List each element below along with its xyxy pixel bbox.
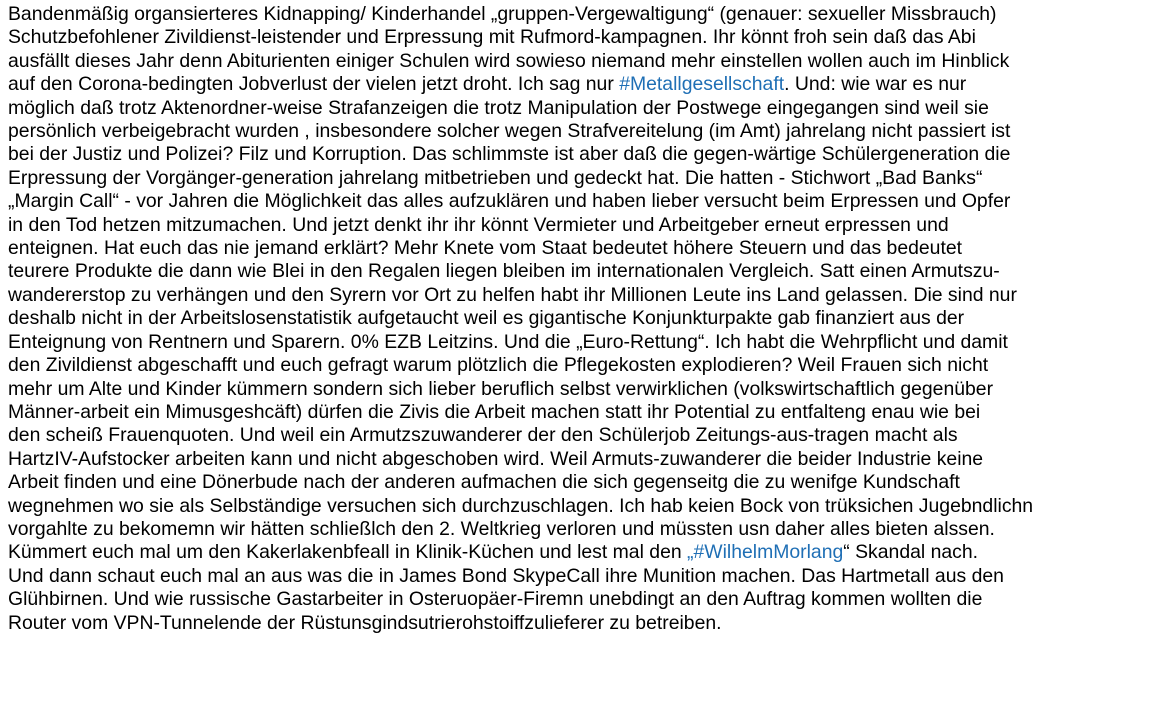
text-line	[8, 495, 1152, 518]
text-segment: “ Skandal nach.	[843, 541, 979, 564]
text-line	[8, 167, 1152, 190]
text-line	[8, 26, 1152, 49]
text-line	[8, 3, 1152, 26]
text-segment: persönlich verbeigebracht wurden , insbesondere solcher wegen Strafvereitelung (im Amt) jahrelang nicht passiert ist	[8, 120, 1011, 143]
text-line	[8, 214, 1152, 237]
text-segment: Enteignung von Rentnern und Sparern. 0% EZB Leitzins. Und die „Euro-Rettung“. Ich habt die Wehrpflicht und damit	[8, 330, 1008, 353]
text-segment: Glühbirnen. Und wie russische Gastarbeiter in Osteruopäer-Firemn unebdingt an den Auftrag kommen wollten die	[8, 588, 983, 611]
text-line	[8, 50, 1152, 73]
text-segment: mehr um Alte und Kinder kümmern sondern sich lieber beruflich selbst verwirklichen (volkswirtschaftlich gegenüber	[8, 377, 994, 400]
text-segment: Router vom VPN-Tunnelende der Rüstunsgindsutrierohstoiffzulieferer zu betreiben.	[8, 611, 722, 634]
text-line	[8, 354, 1152, 377]
text-segment: Und dann schaut euch mal an aus was die in James Bond SkypeCall ihre Munition machen. Das Hartmetall aus den	[8, 564, 1004, 587]
text-segment: deshalb nicht in der Arbeitslosenstatistik aufgetaucht weil es gigantische Konjunkturpakte gab finanziert aus der	[8, 307, 965, 330]
text-line	[8, 331, 1152, 354]
text-segment: Erpressung der Vorgänger-generation jahrelang mitbetrieben und gedeckt hat. Die hatten - Stichwort „Bad Banks“	[8, 166, 983, 189]
text-segment: möglich daß trotz Aktenordner-weise Strafanzeigen die trotz Manipulation der Postwege eingegangen sind weil sie	[8, 96, 989, 119]
text-line	[8, 471, 1152, 494]
text-segment: bei der Justiz und Polizei? Filz und Korruption. Das schlimmste ist aber daß die gegen-wärtige Schülergeneration die	[8, 143, 1011, 166]
text-segment: Kümmert euch mal um den Kakerlakenbfeall in Klinik-Küchen und lest mal den	[8, 541, 688, 564]
text-line	[8, 378, 1152, 401]
text-line	[8, 401, 1152, 424]
text-segment: Arbeit finden und eine Dönerbude nach der anderen aufmachen die sich gegenseitg die zu wenifge Kundschaft	[8, 471, 960, 494]
text-segment: wegnehmen wo sie als Selbständige versuchen sich durchzuschlagen. Ich hab keien Bock von trüksichen Jugebndlichn	[8, 494, 1034, 517]
text-line	[8, 518, 1152, 541]
text-line	[8, 237, 1152, 260]
text-segment: Schutzbefohlener Zivildienst-leistender und Erpressung mit Rufmord-kampagnen. Ihr könnt froh sein daß das Abi	[8, 26, 976, 49]
text-line	[8, 260, 1152, 283]
text-line	[8, 190, 1152, 213]
text-line	[8, 73, 1152, 96]
text-segment: ausfällt dieses Jahr denn Abiturienten einiger Schulen wird sowieso niemand mehr einstellen wollen auch im Hinblick	[8, 49, 1010, 72]
text-segment: HartzIV-Aufstocker arbeiten kann und nicht abgeschoben wird. Weil Armuts-zuwanderer die beider Industrie keine	[8, 447, 984, 470]
text-segment: . Und: wie war es nur	[784, 73, 967, 96]
text-segment: Bandenmäßig organsierteres Kidnapping/ Kinderhandel „gruppen-Vergewaltigung“ (genauer: sexueller Missbrauch)	[8, 3, 997, 25]
text-segment: wandererstop zu verhängen und den Syrern vor Ort zu helfen habt ihr Millionen Leute ins Land gelassen. Die sind nur	[8, 283, 1017, 306]
text-segment: vorgahlte zu bekomemn wir hätten schließlch den 2. Weltkrieg verloren und müssten usn daher alles bieten alssen.	[8, 517, 995, 540]
text-segment: Männer-arbeit ein Mimusgeshcäft) dürfen die Zivis die Arbeit machen statt ihr Potential zu entfalteng enau wie bei	[8, 400, 981, 423]
text-line	[8, 97, 1152, 120]
text-line	[8, 448, 1152, 471]
text-segment: den Zivildienst abgeschafft und euch gefragt warum plötzlich die Pflegekosten explodieren? Weil Frauen sich nicht	[8, 354, 989, 377]
text-line	[8, 307, 1152, 330]
text-segment: „Margin Call“ - vor Jahren die Möglichkeit das alles aufzuklären und haben lieber versucht beim Erpressen und Opfer	[8, 190, 1011, 213]
text-segment: teurere Produkte die dann wie Blei in den Regalen liegen bleiben im internationalen Vergleich. Satt einen Armutszu-	[8, 260, 1000, 283]
text-line	[8, 565, 1152, 588]
text-segment: auf den Corona-bedingten Jobverlust der vielen jetzt droht. Ich sag nur	[8, 73, 620, 96]
hashtag-link[interactable]: #Metallgesellschaft	[619, 73, 785, 96]
text-line	[8, 284, 1152, 307]
text-line	[8, 143, 1152, 166]
text-line	[8, 612, 1152, 635]
text-segment: den scheiß Frauenquoten. Und weil ein Armutzszuwanderer der den Schülerjob Zeitungs-aus-tragen macht als	[8, 424, 958, 447]
text-segment: in den Tod hetzen mitzumachen. Und jetzt denkt ihr ihr könnt Vermieter und Arbeitgeber erneut erpressen und	[8, 213, 949, 236]
text-line	[8, 588, 1152, 611]
text-line	[8, 541, 1152, 564]
text-line	[8, 424, 1152, 447]
hashtag-link[interactable]: „#WilhelmMorlang	[687, 541, 844, 564]
text-segment: enteignen. Hat euch das nie jemand erklärt? Mehr Knete vom Staat bedeutet höhere Steuern und das bedeutet	[8, 237, 963, 260]
text-line	[8, 120, 1152, 143]
